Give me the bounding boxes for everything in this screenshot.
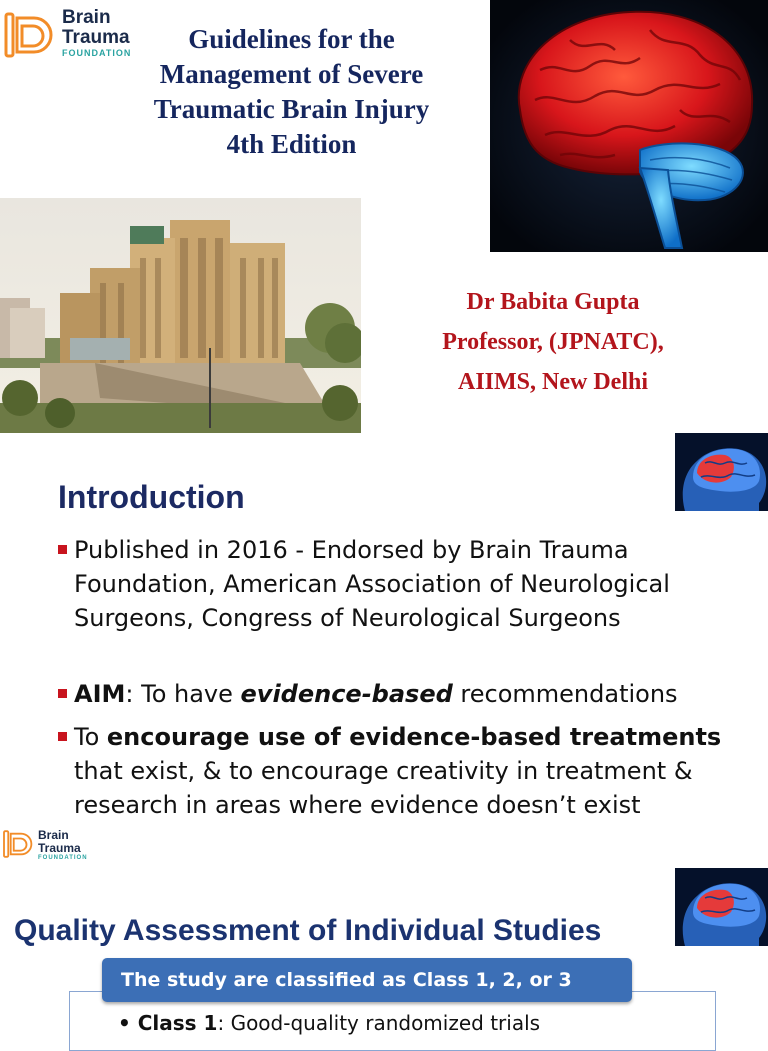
bullet-encourage bbox=[58, 720, 738, 822]
brain-trauma-foundation-logo bbox=[0, 0, 145, 70]
bullet-encourage-text bbox=[74, 720, 738, 822]
head-brain-thumbnail bbox=[675, 433, 768, 511]
logo-mark-icon bbox=[2, 830, 34, 858]
author-position: Professor, (JPNATC), bbox=[442, 329, 664, 355]
encourage-rest: that exist, & to encourage creativity in treatment & research in areas where evidence doesn’t exist bbox=[74, 757, 693, 819]
logo-brain-word: Brain bbox=[62, 7, 111, 28]
class1-item bbox=[118, 1010, 540, 1036]
building-icon bbox=[0, 198, 361, 433]
encourage-pre: To bbox=[74, 723, 107, 751]
red-brain-icon bbox=[490, 0, 768, 252]
title-slide bbox=[0, 0, 768, 433]
quality-assessment-heading: Quality Assessment of Individual Studies bbox=[14, 914, 602, 947]
aim-label: AIM bbox=[74, 680, 126, 708]
bullet-marker bbox=[58, 689, 67, 698]
class1-text: : Good-quality randomized trials bbox=[217, 1011, 541, 1035]
author-institution: AIIMS, New Delhi bbox=[458, 369, 648, 395]
logo-trauma-word: Trauma bbox=[38, 841, 81, 855]
aim-text-1: : To have bbox=[125, 680, 241, 708]
bullet-marker bbox=[58, 545, 67, 554]
head-brain-icon bbox=[675, 868, 768, 946]
logo-trauma-word: Trauma bbox=[62, 27, 130, 48]
logo-foundation-word: FOUNDATION bbox=[38, 855, 88, 861]
head-brain-thumbnail bbox=[675, 868, 768, 946]
introduction-slide bbox=[0, 433, 768, 863]
slide-title: Guidelines for the Management of Severe Traumatic Brain Injury 4th Edition bbox=[153, 24, 430, 159]
brain-illustration bbox=[490, 0, 768, 252]
bullet-aim bbox=[58, 677, 738, 711]
bullet-published-text: Published in 2016 - Endorsed by Brain Trauma Foundation, American Association of Neurological Surgeons, Congress of Neurological Surgeons bbox=[74, 536, 670, 632]
aim-text-2: recommendations bbox=[452, 680, 678, 708]
classification-banner: The study are classified as Class 1, 2, or 3 bbox=[102, 958, 632, 1002]
author-name: Dr Babita Gupta bbox=[466, 289, 640, 315]
logo-brain-word: Brain bbox=[38, 828, 69, 842]
introduction-heading: Introduction bbox=[58, 479, 245, 515]
bullet-published bbox=[58, 533, 738, 635]
logo-foundation-word: FOUNDATION bbox=[62, 48, 132, 58]
logo-mark-icon bbox=[4, 12, 54, 58]
hospital-building-photo bbox=[0, 198, 361, 433]
bullet-marker bbox=[58, 732, 67, 741]
encourage-bold: encourage use of evidence-based treatments bbox=[106, 723, 722, 751]
class1-label: • Class 1 bbox=[118, 1011, 218, 1035]
author-block bbox=[400, 282, 706, 402]
bullet-aim-text bbox=[74, 677, 738, 711]
brain-trauma-foundation-logo-small bbox=[0, 826, 100, 863]
head-brain-icon bbox=[675, 433, 768, 511]
quality-assessment-slide bbox=[0, 863, 768, 1035]
aim-emphasis: evidence-based bbox=[240, 680, 453, 708]
